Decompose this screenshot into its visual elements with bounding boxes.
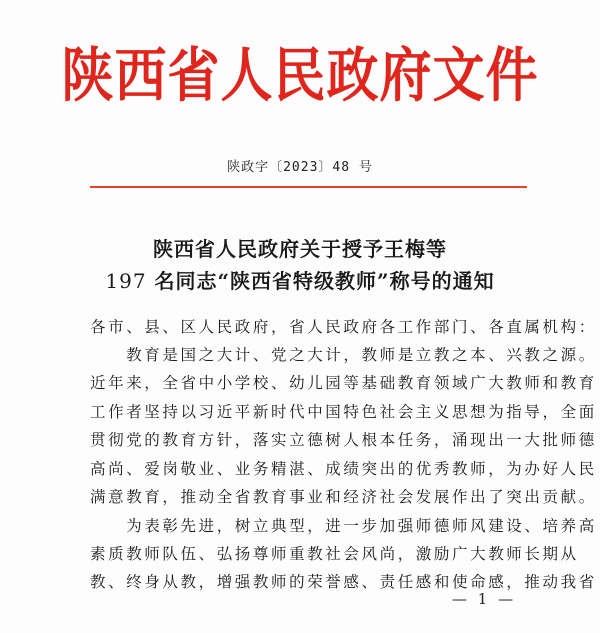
red-divider-line [90, 186, 527, 188]
page-number: — 1 — [452, 590, 517, 608]
body-line: 素质教师队伍、弘扬尊师重教社会风尚，激励广大教师长期从 [90, 545, 579, 563]
body-line: 贯彻党的教育方针，落实立德树人根本任务，涌现出一大批师德 [90, 431, 597, 449]
body-line: 高尚、爱岗敬业、业务精湛、成绩突出的优秀教师，为办好人民 [90, 460, 597, 478]
title-rest: 名同志“陕西省特级教师”称号的通知 [146, 269, 495, 293]
notice-title-line-1: 陕西省人民政府关于授予王梅等 [153, 237, 447, 261]
body-line: 为表彰先进，树立典型，进一步加强师德师风建设、培养高 [90, 517, 597, 535]
body-line: 满意教育，推动全省教育事业和经济社会发展作出了突出贡献。 [90, 488, 597, 506]
body-line: 近年来，全省中小学校、幼儿园等基础教育领域广大教师和教育 [90, 374, 597, 392]
body-line: 教、终身从教，增强教师的荣誉感、责任感和使命感，推动我省 [90, 573, 597, 591]
document-number: 陕政字〔2023〕48 号 [227, 160, 373, 175]
body-line: 教育是国之大计、党之大计，教师是立教之本、兴教之源。 [90, 346, 597, 364]
body-line: 工作者坚持以习近平新时代中国特色社会主义思想为指导，全面 [90, 403, 597, 421]
notice-title-line-2 [0, 265, 600, 294]
addressee-line: 各市、县、区人民政府，省人民政府各工作部门、各直属机构： [90, 318, 597, 336]
title-count: 197 [105, 269, 147, 293]
masthead-title: 陕西省人民政府文件 [61, 41, 539, 110]
